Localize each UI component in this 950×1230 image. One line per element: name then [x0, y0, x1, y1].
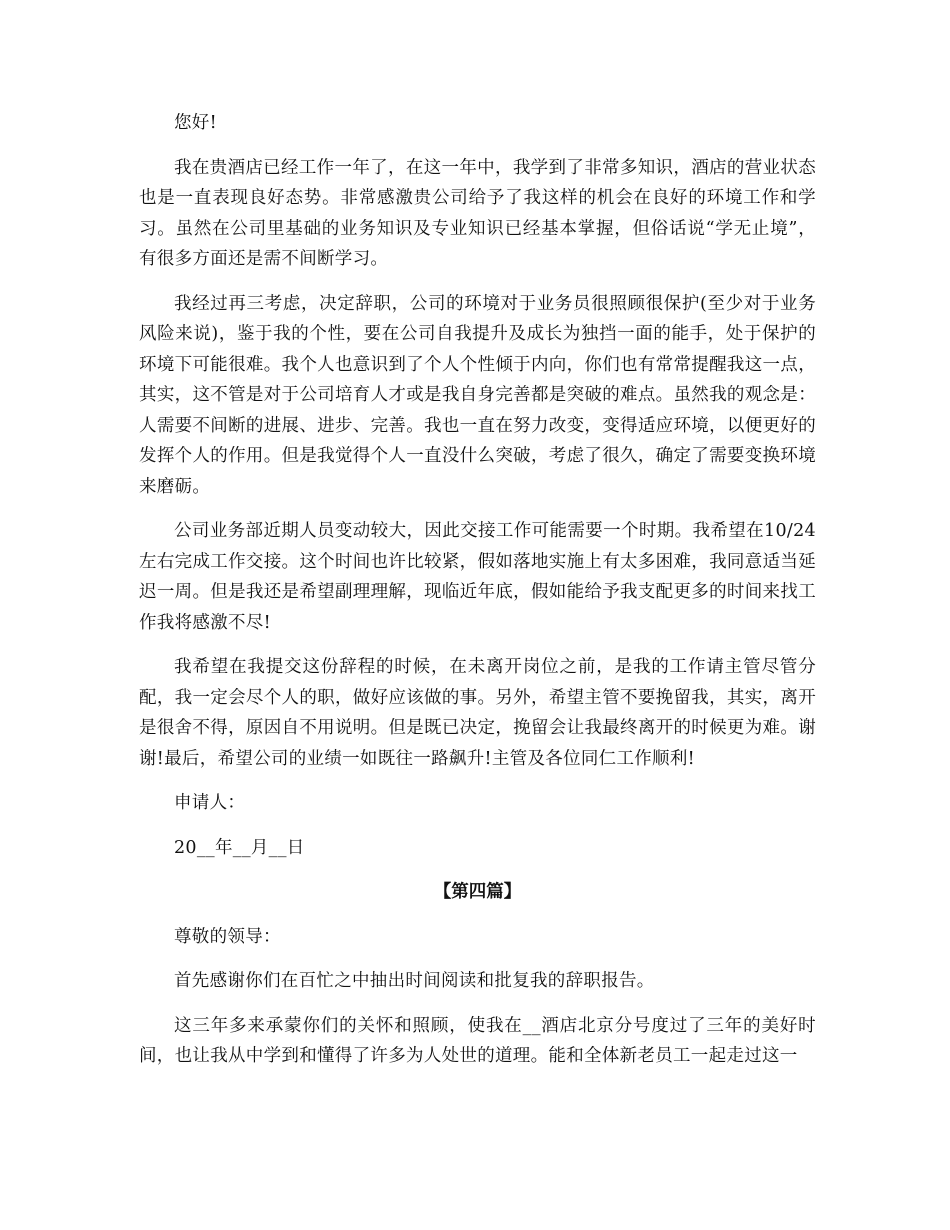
applicant-label: 申请人：	[174, 793, 246, 813]
body-paragraph-1: 我在贵酒店已经工作一年了，在这一年中，我学到了非常多知识，酒店的营业状态也是一直表现良好态势。非常感激贵公司给予了我这样的机会在良好的环境工作和学习。虽然在公司里基础的业务知识及专业知识已经基本掌握，但俗话说“学无止境”，有很多方面还是需不间断学习。	[139, 157, 816, 269]
body-paragraph-2: 我经过再三考虑，决定辞职，公司的环境对于业务员很照顾很保护(至少对于业务风险来说)，鉴于我的个性，要在公司自我提升及成长为独挡一面的能手，处于保护的环境下可能很难。我个人也意识到了个人个性倾于内向，你们也有常常提醒我这一点，其实，这不管是对于公司培育人才或是我自身完善都是突破的难点。虽然我的观念是：人需要不间断的进展、进步、完善。我也一直在努力改变，变得适应环境，以便更好的发挥个人的作用。但是我觉得个人一直没什么突破，考虑了很久，确定了需要变换环境来磨砺。	[139, 293, 816, 497]
section-title: 【第四篇】	[433, 882, 522, 902]
date-line: 20__年__月__日	[174, 837, 305, 858]
salutation: 尊敬的领导：	[174, 926, 281, 947]
section2-paragraph-1: 首先感谢你们在百忙之中抽出时间阅读和批复我的辞职报告。	[174, 971, 655, 991]
greeting: 您好!	[174, 113, 217, 133]
document-body	[139, 108, 816, 1086]
section2-paragraph-2: 这三年多来承蒙你们的关怀和照顾，使我在__酒店北京分号度过了三年的美好时间，也让我从中学到和懂得了许多为人处世的道理。能和全体新老员工一起走过这一	[139, 1015, 816, 1066]
body-paragraph-3: 公司业务部近期人员变动较大，因此交接工作可能需要一个时期。我希望在10/24左右完成工作交接。这个时间也许比较紧，假如落地实施上有太多困难，我同意适当延迟一周。但是我还是希望副理理解，现临近年底，假如能给予我支配更多的时间来找工作我将感激不尽!	[139, 521, 816, 633]
body-paragraph-4: 我希望在我提交这份辞程的时候，在未离开岗位之前，是我的工作请主管尽管分配，我一定会尽个人的职，做好应该做的事。另外，希望主管不要挽留我，其实，离开是很舍不得，原因自不用说明。但是既已决定，挽留会让我最终离开的时候更为难。谢谢!最后，希望公司的业绩一如既往一路飙升!主管及各位同仁工作顺利!	[139, 657, 816, 769]
